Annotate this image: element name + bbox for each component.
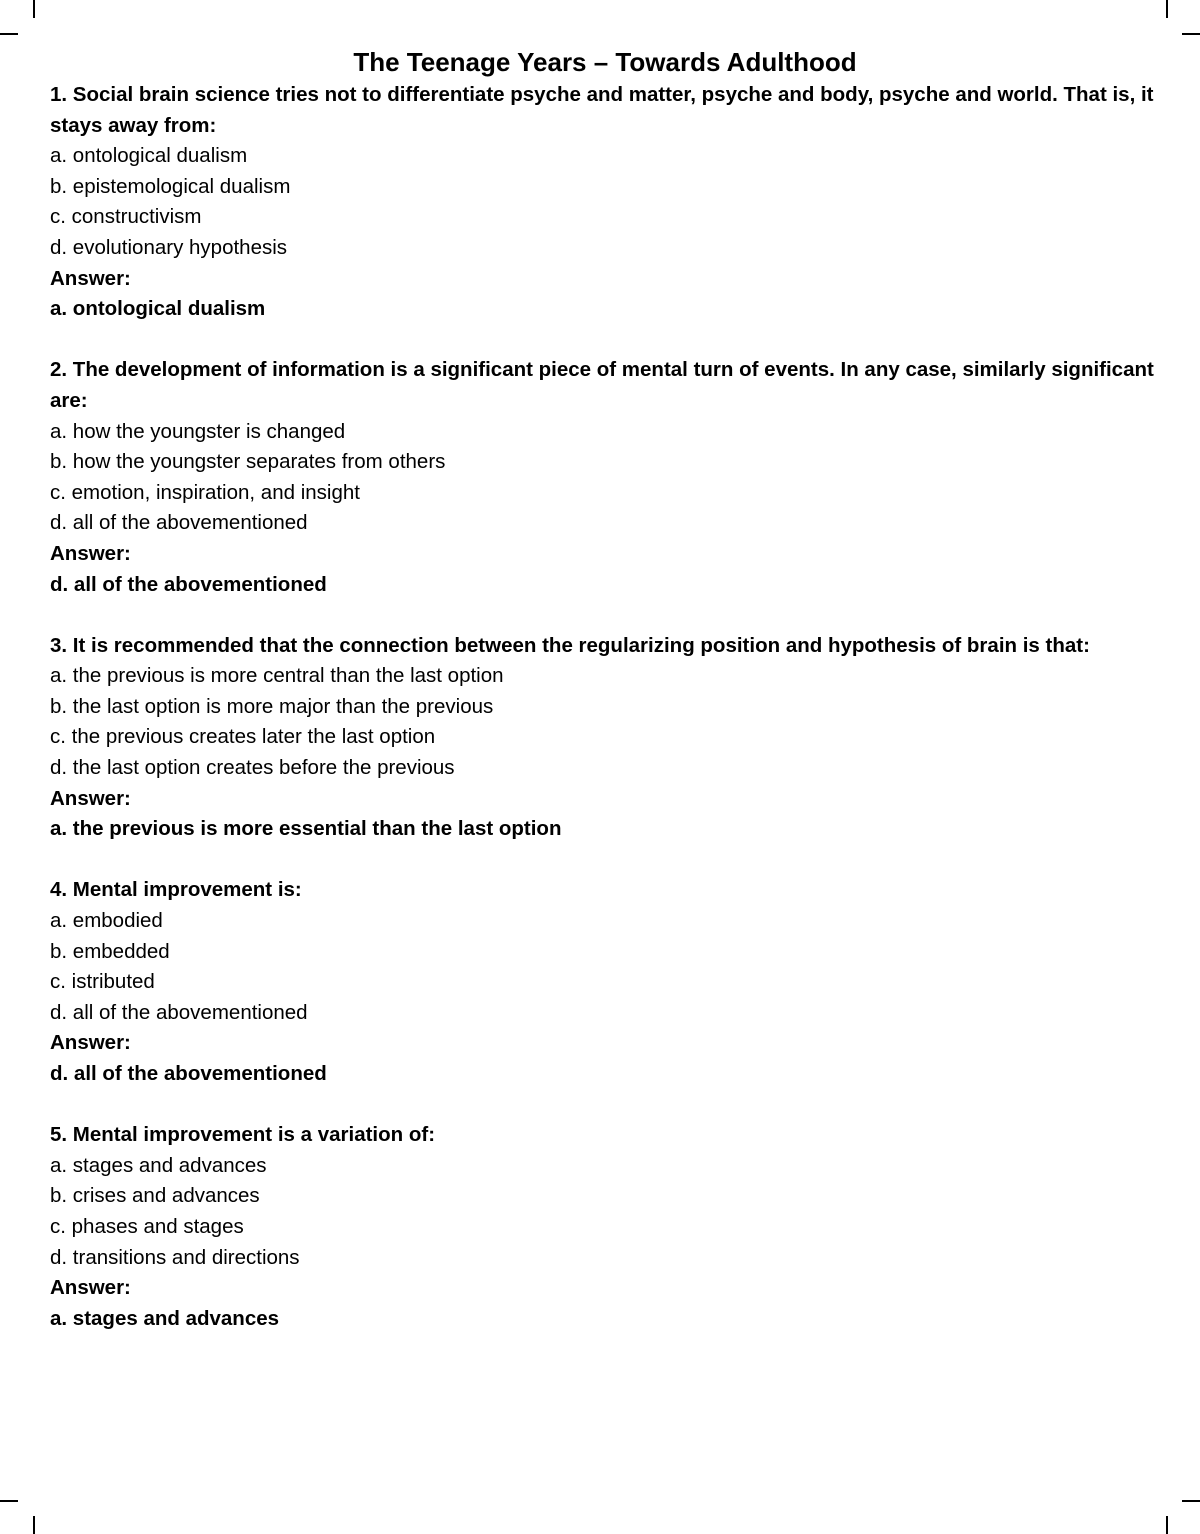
question-prompt: 4. Mental improvement is: <box>50 878 302 902</box>
crop-mark-bottom-left-horizontal <box>0 1500 18 1502</box>
question-spacer <box>50 845 1160 876</box>
crop-mark-bottom-right-vertical <box>1166 1516 1168 1534</box>
crop-mark-bottom-right-horizontal <box>1182 1500 1200 1502</box>
question-spacer <box>50 600 1160 631</box>
answer-label: Answer: <box>50 786 131 810</box>
question-4 <box>50 875 1160 1089</box>
question-5 <box>50 1120 1160 1334</box>
answer-option: c. istributed <box>50 970 155 994</box>
question-spacer <box>50 325 1160 356</box>
answer-option: b. embedded <box>50 939 170 963</box>
correct-answer: a. ontological dualism <box>50 297 266 321</box>
correct-answer: a. stages and advances <box>50 1306 280 1330</box>
answer-label: Answer: <box>50 1276 131 1300</box>
answer-label: Answer: <box>50 541 131 565</box>
question-spacer <box>50 1090 1160 1121</box>
answer-option: a. ontological dualism <box>50 144 248 168</box>
answer-option: b. how the youngster separates from others <box>50 450 446 474</box>
question-2 <box>50 355 1160 600</box>
answer-option: a. the previous is more central than the last option <box>50 664 504 688</box>
correct-answer: a. the previous is more essential than the last option <box>50 817 562 841</box>
question-prompt: 2. The development of information is a significant piece of mental turn of events. In any case, similarly significant are: <box>50 358 1154 412</box>
correct-answer: d. all of the abovementioned <box>50 1062 327 1085</box>
answer-label: Answer: <box>50 266 131 290</box>
answer-option: c. emotion, inspiration, and insight <box>50 480 360 504</box>
answer-option: a. embodied <box>50 909 163 933</box>
answer-label: Answer: <box>50 1031 131 1055</box>
answer-option: b. epistemological dualism <box>50 174 291 198</box>
answer-option: d. all of the abovementioned <box>50 511 308 535</box>
correct-answer: d. all of the abovementioned <box>50 572 327 596</box>
answer-option: d. the last option creates before the previous <box>50 756 455 780</box>
question-prompt: 1. Social brain science tries not to differentiate psyche and matter, psyche and body, psyche and world. That is, it stays away from: <box>50 83 1154 137</box>
document-page <box>50 44 1160 1334</box>
answer-option: c. the previous creates later the last option <box>50 725 436 749</box>
document-title: The Teenage Years – Towards Adulthood <box>353 47 857 77</box>
question-1 <box>50 80 1160 325</box>
crop-mark-top-left-vertical <box>33 0 35 18</box>
answer-option: d. evolutionary hypothesis <box>50 235 288 259</box>
crop-mark-top-right-vertical <box>1166 0 1168 18</box>
question-3 <box>50 631 1160 845</box>
answer-option: d. transitions and directions <box>50 1245 300 1269</box>
crop-mark-bottom-left-vertical <box>33 1516 35 1534</box>
crop-mark-top-left-horizontal <box>0 33 18 35</box>
answer-option: c. constructivism <box>50 205 202 229</box>
answer-option: b. crises and advances <box>50 1184 260 1208</box>
answer-option: b. the last option is more major than the previous <box>50 694 494 718</box>
question-prompt: 5. Mental improvement is a variation of: <box>50 1123 436 1147</box>
answer-option: c. phases and stages <box>50 1214 244 1238</box>
answer-option: a. how the youngster is changed <box>50 419 346 443</box>
answer-option: a. stages and advances <box>50 1153 267 1177</box>
answer-option: d. all of the abovementioned <box>50 1000 308 1024</box>
crop-mark-top-right-horizontal <box>1182 33 1200 35</box>
question-prompt: 3. It is recommended that the connection between the regularizing position and hypothesis of brain is that: <box>50 633 1090 657</box>
